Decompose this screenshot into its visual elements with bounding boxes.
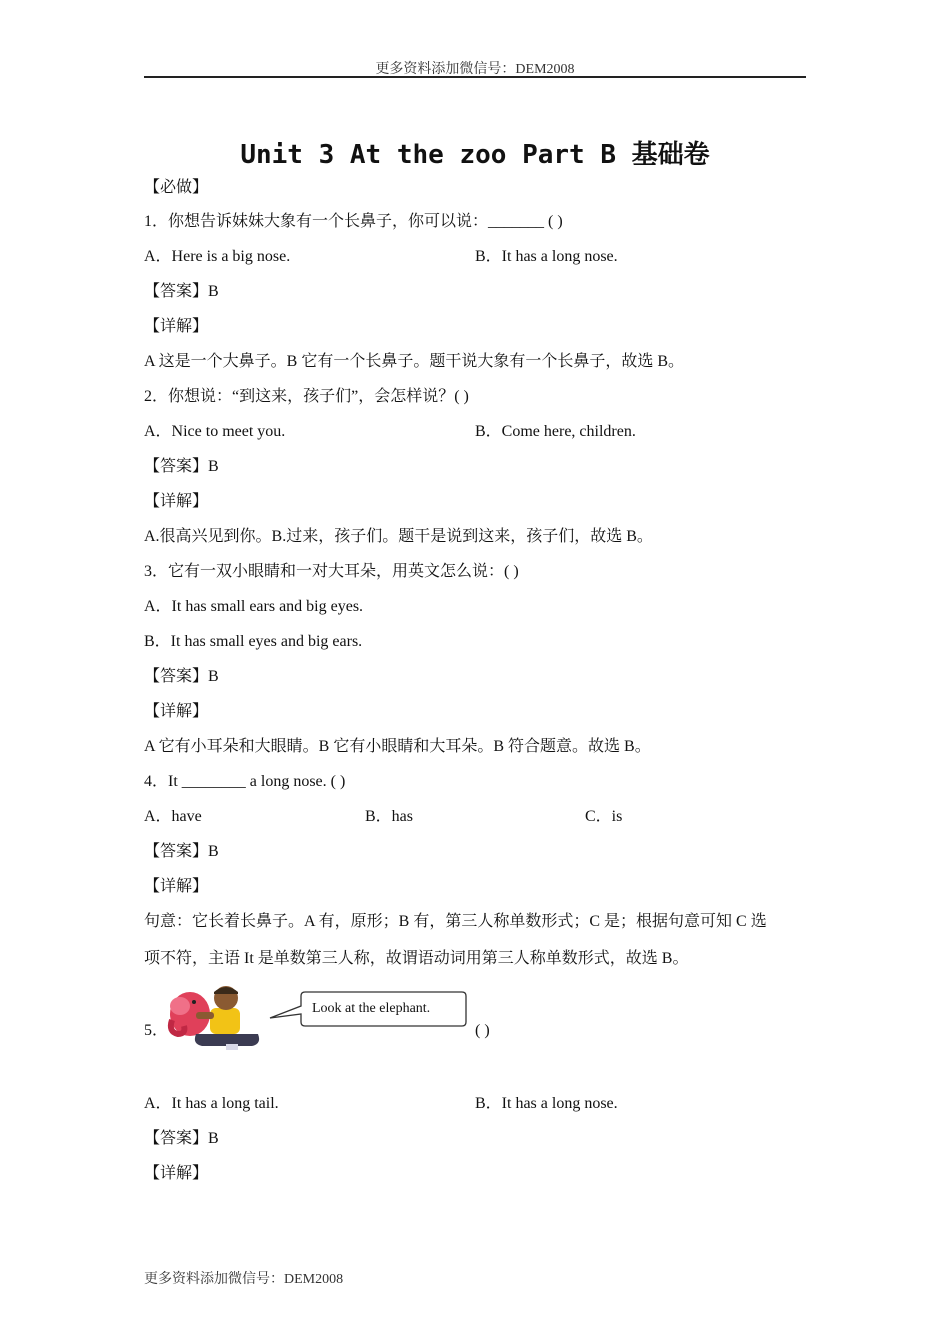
q3-answer: 【答案】B: [144, 668, 219, 685]
q2-explain-label: 【详解】: [144, 493, 209, 510]
q4-explain-label: 【详解】: [144, 878, 209, 895]
q4-explanation-line2: 项不符，主语 It 是单数第三人称，故谓语动词用第三人称单数形式，故选 B。: [144, 950, 689, 967]
q5-option-a: A．It has a long tail.: [144, 1095, 279, 1112]
q2-explanation: A.很高兴见到你。B.过来，孩子们。题干是说到这来，孩子们，故选 B。: [144, 528, 653, 545]
q1-explanation: A 这是一个大鼻子。B 它有一个长鼻子。题干说大象有一个长鼻子，故选 B。: [144, 353, 685, 370]
q5-number: 5．: [144, 1022, 169, 1039]
q4-stem: 4．It ________ a long nose. ( ): [144, 773, 346, 790]
page-footer: 更多资料添加微信号：DEM2008: [144, 1272, 344, 1287]
q5-answer-paren: ( ): [475, 1022, 490, 1039]
boy-with-toy-elephant-illustration: [166, 980, 264, 1052]
q4-answer: 【答案】B: [144, 843, 219, 860]
q4-option-c: C．is: [585, 808, 623, 825]
q5-explain-label: 【详解】: [144, 1165, 209, 1182]
q4-option-a: A．have: [144, 808, 202, 825]
q1-option-a: A．Here is a big nose.: [144, 248, 291, 265]
q1-stem: 1．你想告诉妹妹大象有一个长鼻子，你可以说：_______ ( ): [144, 213, 563, 230]
q2-stem: 2．你想说：“到这来，孩子们”，会怎样说？( ): [144, 388, 469, 405]
page-header: 更多资料添加微信号：DEM2008: [375, 62, 575, 77]
header-divider: [144, 76, 806, 78]
q1-answer: 【答案】B: [144, 283, 219, 300]
speech-bubble-text: Look at the elephant.: [312, 1001, 431, 1016]
q2-answer: 【答案】B: [144, 458, 219, 475]
q2-option-a: A．Nice to meet you.: [144, 423, 286, 440]
q3-explain-label: 【详解】: [144, 703, 209, 720]
section-label: 【必做】: [144, 179, 209, 196]
q1-option-b: B．It has a long nose.: [475, 248, 618, 265]
page-title: Unit 3 At the zoo Part B 基础卷: [240, 140, 710, 170]
q3-option-b: B．It has small eyes and big ears.: [144, 633, 363, 650]
q3-stem: 3．它有一双小眼睛和一对大耳朵，用英文怎么说：( ): [144, 563, 519, 580]
q3-option-a: A．It has small ears and big eyes.: [144, 598, 364, 615]
q4-explanation-line1: 句意：它长着长鼻子。A 有，原形；B 有，第三人称单数形式；C 是；根据句意可知 C 选: [144, 913, 767, 930]
q3-explanation: A 它有小耳朵和大眼睛。B 它有小眼睛和大耳朵。B 符合题意。故选 B。: [144, 738, 651, 755]
q5-answer: 【答案】B: [144, 1130, 219, 1147]
q2-option-b: B．Come here, children.: [475, 423, 636, 440]
q5-option-b: B．It has a long nose.: [475, 1095, 618, 1112]
q1-explain-label: 【详解】: [144, 318, 209, 335]
q4-option-b: B．has: [365, 808, 414, 825]
